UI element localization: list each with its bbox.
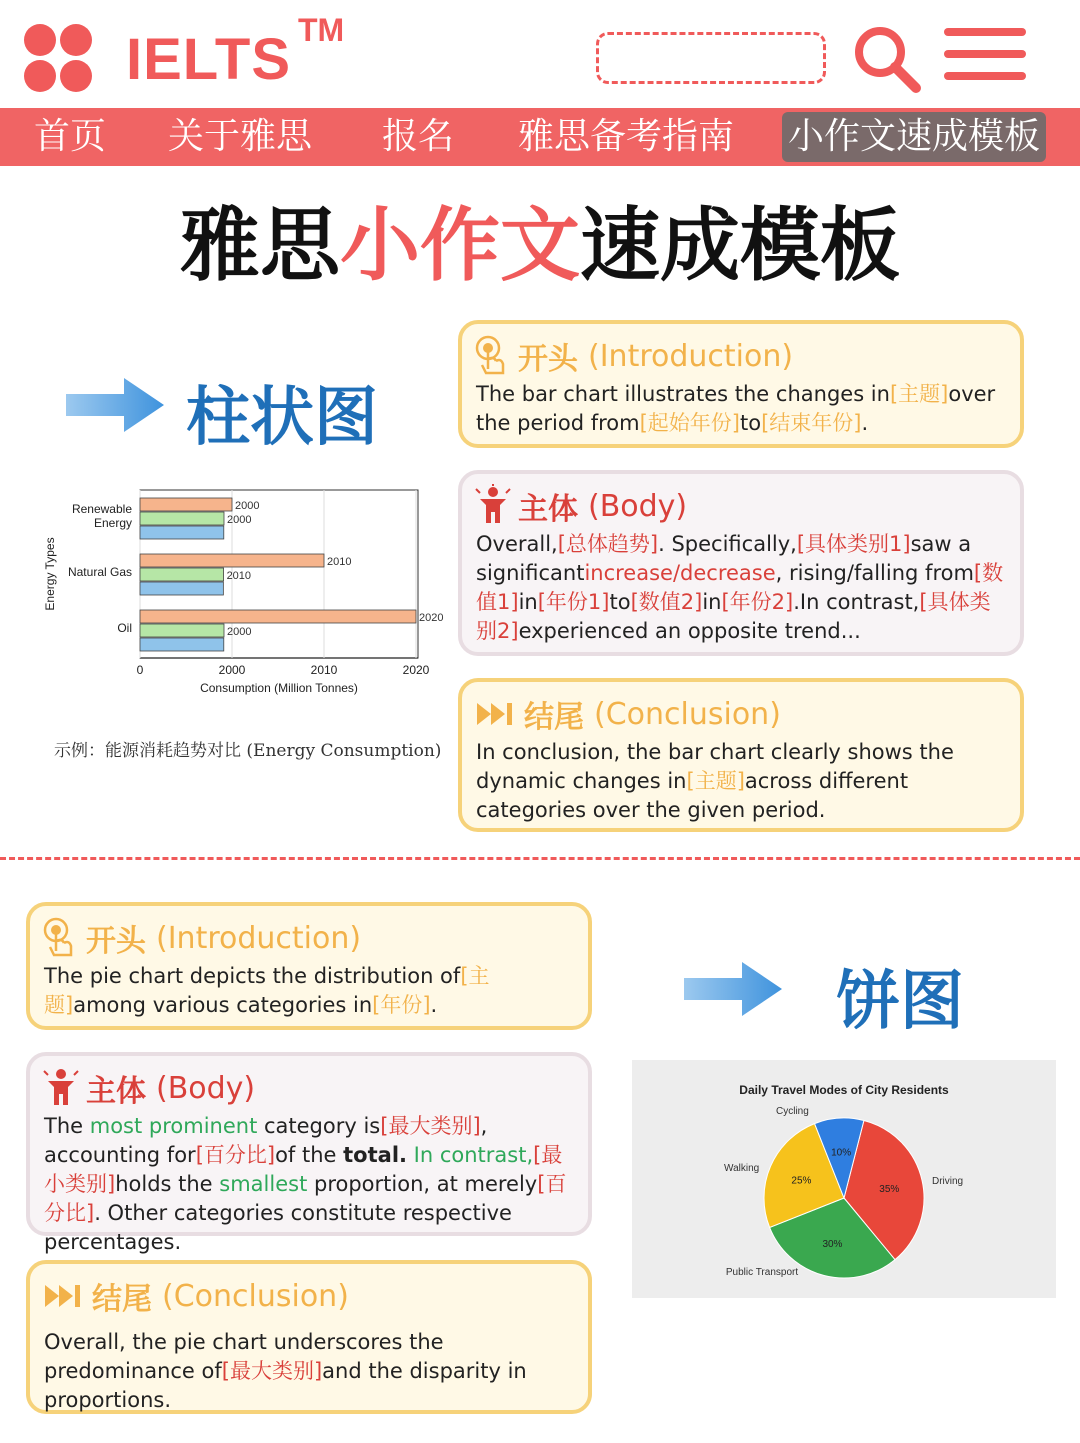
text-run: Overall, the pie chart underscores the predominance of: [44, 1330, 444, 1383]
pie-percent-label: 35%: [879, 1183, 900, 1195]
placeholder: [最大类别]: [221, 1359, 323, 1383]
placeholder: [总体趋势]: [557, 532, 659, 556]
pie-slice-label: Driving: [932, 1176, 964, 1187]
x-tick-label: 2010: [310, 663, 338, 677]
y-tick-label: Energy: [93, 516, 132, 530]
x-axis-title: Consumption (Million Tonnes): [200, 681, 358, 695]
person-icon: [474, 485, 512, 527]
text-run: saw a significant: [476, 532, 972, 585]
pie-slice-label: Public Transport: [725, 1267, 799, 1278]
nav-item-about[interactable]: 关于雅思: [168, 116, 313, 157]
fast-forward-icon: [474, 693, 518, 735]
bar-conclusion-card: [458, 678, 1024, 832]
placeholder: [数值2]: [630, 590, 703, 614]
bar: [140, 568, 224, 581]
pie-percent-label: 25%: [791, 1175, 812, 1187]
text-run: The bar chart illustrates the changes in: [476, 382, 890, 406]
card-title-zh: 开头: [518, 342, 578, 377]
card-title-zh: 开头: [86, 924, 146, 959]
tap-hand-icon: [42, 917, 80, 959]
text-run: and the disparity in proportions.: [44, 1359, 527, 1412]
tap-hand-icon: [474, 335, 512, 377]
pie-percent-label: 30%: [822, 1238, 843, 1250]
card-text: [44, 962, 574, 1020]
bar-data-label: 2010: [327, 556, 352, 568]
placeholder: [最小类别]: [44, 1143, 563, 1196]
pie-section-label: 饼图: [836, 965, 964, 1039]
text-run: proportion, at merely: [307, 1172, 538, 1196]
logo-text[interactable]: IELTS: [126, 27, 292, 92]
text-run: over the period from: [476, 382, 996, 435]
x-tick-label: 2020: [402, 663, 430, 677]
text-run: .: [430, 993, 438, 1017]
placeholder: [主题]: [44, 964, 490, 1017]
card-title-en: (Introduction): [156, 920, 362, 956]
page-title: [0, 196, 1080, 296]
bar-chart-caption: 示例：能源消耗趋势对比 (Energy Consumption): [54, 741, 442, 761]
bar: [140, 638, 224, 651]
bar: [140, 624, 224, 637]
card-title-zh: 主体: [518, 492, 578, 527]
bar-section-label: 柱状图: [186, 381, 378, 455]
bar: [140, 512, 224, 525]
logo-dots-icon[interactable]: [24, 24, 94, 94]
text-run: The: [44, 1114, 90, 1138]
title-part-2: 小作文: [340, 199, 580, 292]
text-run: . Specifically,: [658, 532, 797, 556]
text-run: .: [861, 411, 869, 435]
y-axis-title: Energy Types: [43, 537, 57, 611]
text-run: among various categories in: [73, 993, 373, 1017]
y-tick-label: Oil: [117, 621, 132, 635]
card-text: [476, 738, 1006, 825]
hamburger-menu-icon[interactable]: [944, 28, 1026, 84]
text-run: .In contrast,: [793, 590, 920, 614]
placeholder: [起始年份]: [639, 411, 740, 435]
bar-data-label: 2000: [227, 514, 252, 526]
arrow-right-icon: [684, 960, 784, 1018]
bold-text: total.: [343, 1143, 407, 1167]
pie-chart-panel: [632, 1060, 1056, 1298]
logo-trademark: TM: [298, 12, 345, 48]
text-run: In conclusion, the bar chart clearly shows the dynamic changes in: [476, 740, 954, 793]
card-title-zh: 结尾: [524, 700, 584, 735]
text-run: The pie chart depicts the distribution of: [44, 964, 461, 988]
placeholder: [年份]: [372, 993, 431, 1017]
pie-title: Daily Travel Modes of City Residents: [739, 1083, 949, 1097]
text-run: category is: [257, 1114, 381, 1138]
text-run: to: [609, 590, 631, 614]
bar-body-card: [458, 470, 1024, 656]
placeholder: [最大类别]: [380, 1114, 481, 1138]
text-run: of the: [275, 1143, 344, 1167]
card-text: [476, 380, 1006, 438]
card-title-zh: 主体: [86, 1074, 146, 1109]
pie-conclusion-card: [26, 1260, 592, 1414]
text-run: in: [702, 590, 722, 614]
site-header: [0, 0, 1080, 108]
pie-body-card: [26, 1052, 592, 1254]
y-tick-label: Renewable: [71, 502, 132, 516]
bar-data-label: 2000: [227, 626, 252, 638]
bar-data-label: 2020: [419, 612, 444, 624]
title-part-1: 雅思: [180, 199, 340, 292]
text-run: to: [739, 411, 762, 435]
placeholder: [百分比]: [195, 1143, 276, 1167]
nav-item-home[interactable]: 首页: [34, 116, 107, 157]
search-input[interactable]: [596, 32, 826, 84]
bar: [140, 610, 416, 623]
bar-data-label: 2010: [226, 570, 252, 582]
card-text: [476, 530, 1006, 646]
placeholder: [具体类别1]: [796, 532, 911, 556]
x-tick-label: 2000: [218, 663, 246, 677]
card-title-en: (Body): [156, 1070, 256, 1106]
nav-item-register[interactable]: 报名: [382, 116, 455, 157]
x-tick-label: 0: [136, 663, 144, 677]
card-title-zh: 结尾: [92, 1282, 152, 1317]
text-run: holds the: [115, 1172, 220, 1196]
highlight: In contrast,: [407, 1143, 534, 1167]
placeholder: [主题]: [889, 382, 949, 406]
card-text: [44, 1328, 574, 1415]
pie-slice-label: Cycling: [776, 1106, 809, 1117]
placeholder: [年份2]: [721, 590, 794, 614]
search-icon[interactable]: [850, 22, 922, 94]
text-run: across different categories over the given period.: [476, 769, 909, 822]
title-part-3: 速成模板: [580, 199, 900, 292]
card-text: [44, 1112, 574, 1257]
text-run: , accounting for: [44, 1114, 488, 1167]
highlight: most prominent: [89, 1114, 258, 1138]
placeholder: [数值1]: [476, 561, 1004, 614]
pie-intro-card: [26, 902, 592, 1030]
pie-slice-label: Walking: [724, 1163, 760, 1174]
y-tick-label: Natural Gas: [67, 565, 132, 579]
pie-percent-label: 10%: [831, 1147, 852, 1159]
section-divider: [0, 857, 1080, 860]
bar-chart: [38, 482, 444, 712]
placeholder: [具体类别2]: [476, 590, 991, 643]
card-title-en: (Body): [588, 488, 688, 524]
bar: [140, 554, 324, 567]
bar: [140, 498, 232, 511]
bar-intro-card: [458, 320, 1024, 448]
placeholder: [百分比]: [44, 1172, 567, 1225]
bar: [140, 526, 224, 539]
pie-chart: [632, 1060, 1056, 1298]
fast-forward-icon: [42, 1275, 86, 1317]
card-title-en: (Conclusion): [162, 1278, 349, 1314]
highlight: smallest: [219, 1172, 308, 1196]
nav-item-templates[interactable]: 小作文速成模板: [782, 112, 1046, 162]
person-icon: [42, 1067, 80, 1109]
main-nav: [0, 108, 1080, 166]
text-run: . Other categories constitute respective percentages.: [44, 1201, 512, 1254]
text-run: Overall,: [476, 532, 558, 556]
placeholder: [结束年份]: [761, 411, 862, 435]
nav-item-guide[interactable]: 雅思备考指南: [518, 116, 735, 157]
placeholder: increase/decrease: [584, 561, 776, 585]
placeholder: [年份1]: [537, 590, 610, 614]
placeholder: [主题]: [686, 769, 745, 793]
bar: [140, 582, 223, 595]
text-run: in: [518, 590, 538, 614]
arrow-right-icon: [66, 376, 166, 434]
card-title-en: (Introduction): [588, 338, 794, 374]
text-run: experienced an opposite trend...: [518, 619, 861, 643]
text-run: , rising/falling from: [775, 561, 974, 585]
card-title-en: (Conclusion): [594, 696, 781, 732]
bar-data-label: 2000: [235, 500, 260, 512]
